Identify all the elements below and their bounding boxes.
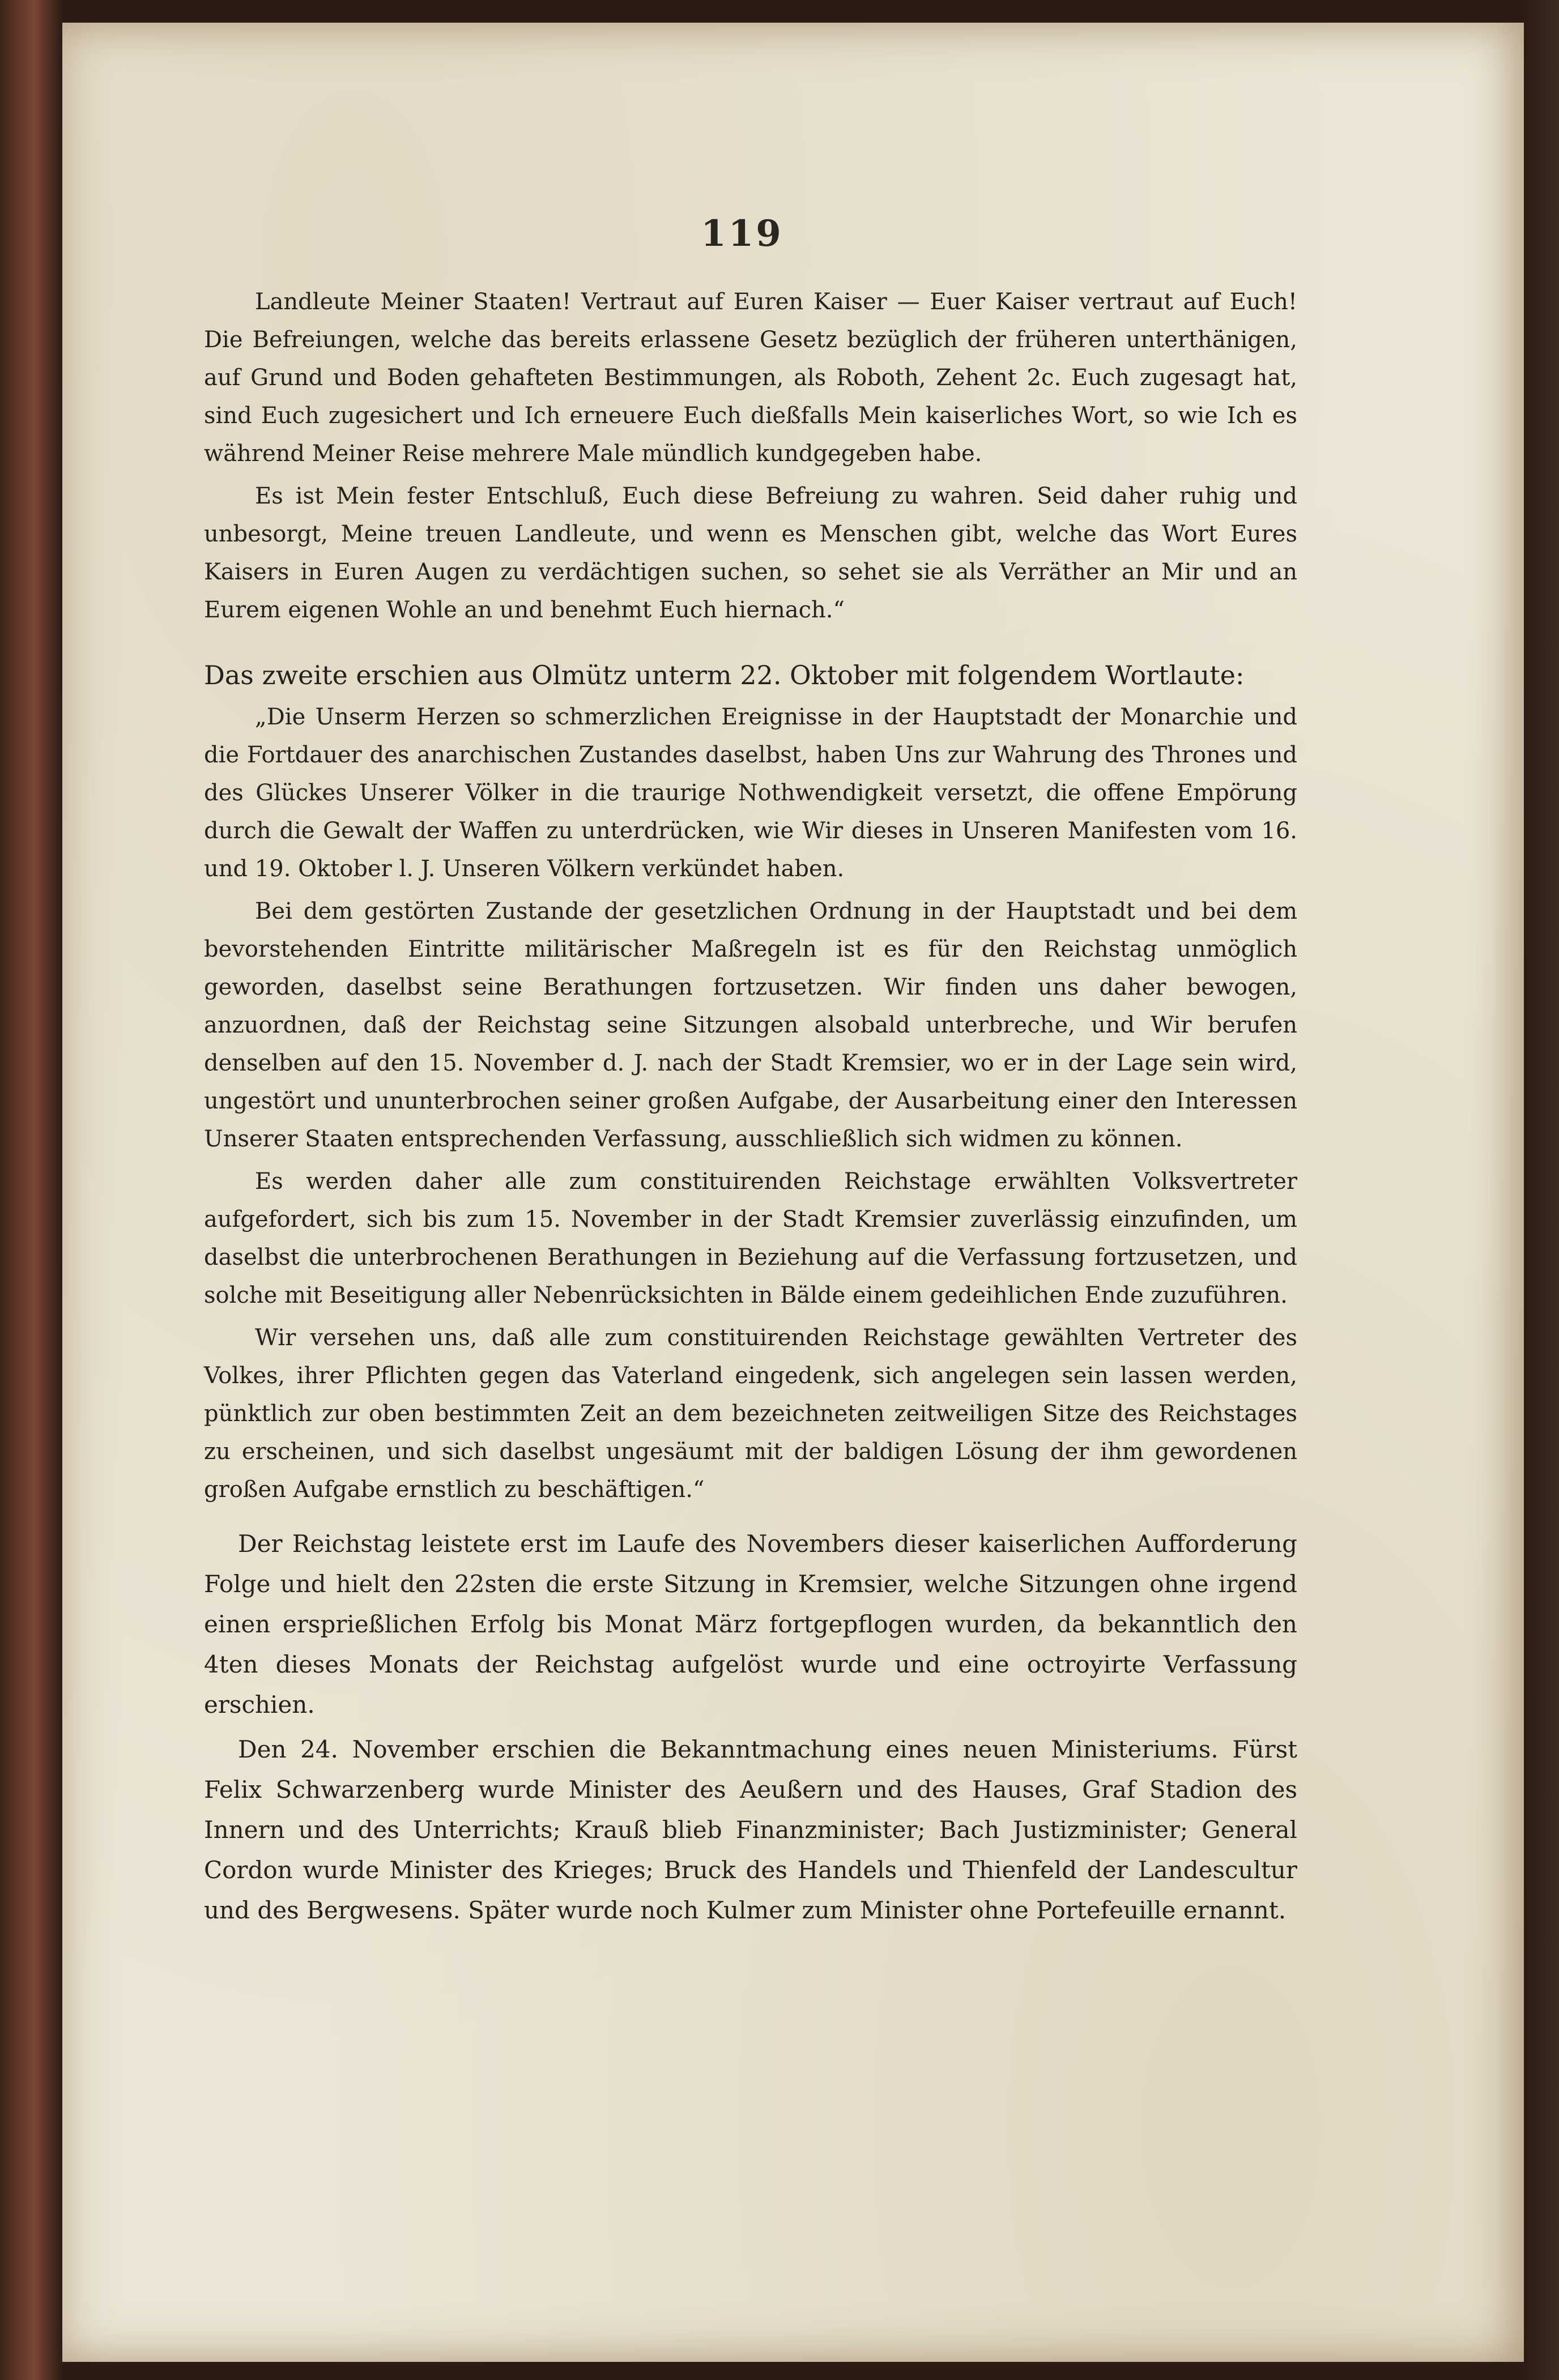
narrative-text [204,1524,1297,1935]
paragraph: Es ist Mein fester Entschluß, Euch diese Befreiung zu wahren. Seid daher ruhig und unbesorgt, Meine treuen Landleute, und wenn es Menschen gibt, welche das Wort Eures Kaisers in Euren Augen zu verdächtigen suchen, so sehet sie als Verräther an Mir und an Eurem eigenen Wohle an und benehmt Euch hiernach.“ [204,483,1297,623]
imperial-proclamation-end [204,283,1297,634]
paragraph: Den 24. November erschien die Bekanntmachung eines neuen Ministeriums. Fürst Felix Schwarzenberg wurde Minister des Aeußern und des Hauses, Graf Stadion des Innern und des Unterrichts; Krauß blieb Finanzminister; Bach Justizminister; General Cordon wurde Minister des Krieges; Bruck des Handels und Thienfeld der Landescultur und des Bergwesens. Später wurde noch Kulmer zum Minister ohne Portefeuille ernannt. [204,1735,1297,1924]
paragraph: Der Reichstag leistete erst im Laufe des Novembers dieser kaiserlichen Aufforderung Folge und hielt den 22sten die erste Sitzung in Kremsier, welche Sitzungen ohne irgend einen ersprießlichen Erfolg bis Monat März fortgepflogen wurden, da bekanntlich den 4ten dieses Monats der Reichstag aufgelöst wurde und eine octroyirte Verfassung erschien. [204,1530,1297,1718]
page-edge [1525,0,1559,2380]
paragraph: Wir versehen uns, daß alle zum constituirenden Reichstage gewählten Vertreter des Volkes, ihrer Pflichten gegen das Vaterland eingedenk, sich angelegen sein lassen werden, pünktlich zur oben bestimmten Zeit an dem bezeichneten zeitweiligen Sitze des Reichstages zu erscheinen, und sich daselbst ungesäumt mit der baldigen Lösung der ihm gewordenen großen Aufgabe ernstlich zu beschäftigen.“ [204,1325,1297,1503]
page-number: 119 [701,212,783,255]
section-intro: Das zweite erschien aus Olmütz unterm 22. Oktober mit folgendem Wortlaute: [204,660,1245,690]
second-proclamation [204,654,1297,1513]
paragraph: Bei dem gestörten Zustande der gesetzlichen Ordnung in der Hauptstadt und bei dem bevorstehenden Eintritte militärischer Maßregeln ist es für den Reichstag unmöglich geworden, daselbst seine Berathungen fortzusetzen. Wir finden uns daher bewogen, anzuordnen, daß der Reichstag seine Sitzungen alsobald unterbreche, und Wir berufen denselben auf den 15. November d. J. nach der Stadt Kremsier, wo er in der Lage sein wird, ungestört und ununterbrochen seiner großen Aufgabe, der Ausarbeitung einer den Interessen Unserer Staaten entsprechenden Verfassung, ausschließlich sich widmen zu können. [204,898,1297,1152]
paragraph: Es werden daher alle zum constituirenden Reichstage erwählten Volksvertreter aufgefordert, sich bis zum 15. November in der Stadt Kremsier zuverlässig einzufinden, um daselbst die unterbrochenen Berathungen in Beziehung auf die Verfassung fortzusetzen, und solche mit Beseitigung aller Nebenrücksichten in Bälde einem gedeihlichen Ende zuzuführen. [204,1168,1297,1308]
paragraph: „Die Unserm Herzen so schmerzlichen Ereignisse in der Hauptstadt der Monarchie und die Fortdauer des anarchischen Zustandes daselbst, haben Uns zur Wahrung des Thrones und des Glückes Unserer Völker in die traurige Nothwendigkeit versetzt, die offene Empörung durch die Gewalt der Waffen zu unterdrücken, wie Wir dieses in Unseren Manifesten vom 16. und 19. Oktober l. J. Unseren Völkern verkündet haben. [204,704,1297,882]
paragraph: Landleute Meiner Staaten! Vertraut auf Euren Kaiser — Euer Kaiser vertraut auf Euch! Die Befreiungen, welche das bereits erlassene Gesetz bezüglich der früheren unterthänigen, auf Grund und Boden gehafteten Bestimmungen, als Roboth, Zehent 2c. Euch zugesagt hat, sind Euch zugesichert und Ich erneuere Euch dießfalls Mein kaiserliches Wort, so wie Ich es während Meiner Reise mehrere Male mündlich kundgegeben habe. [204,289,1297,467]
